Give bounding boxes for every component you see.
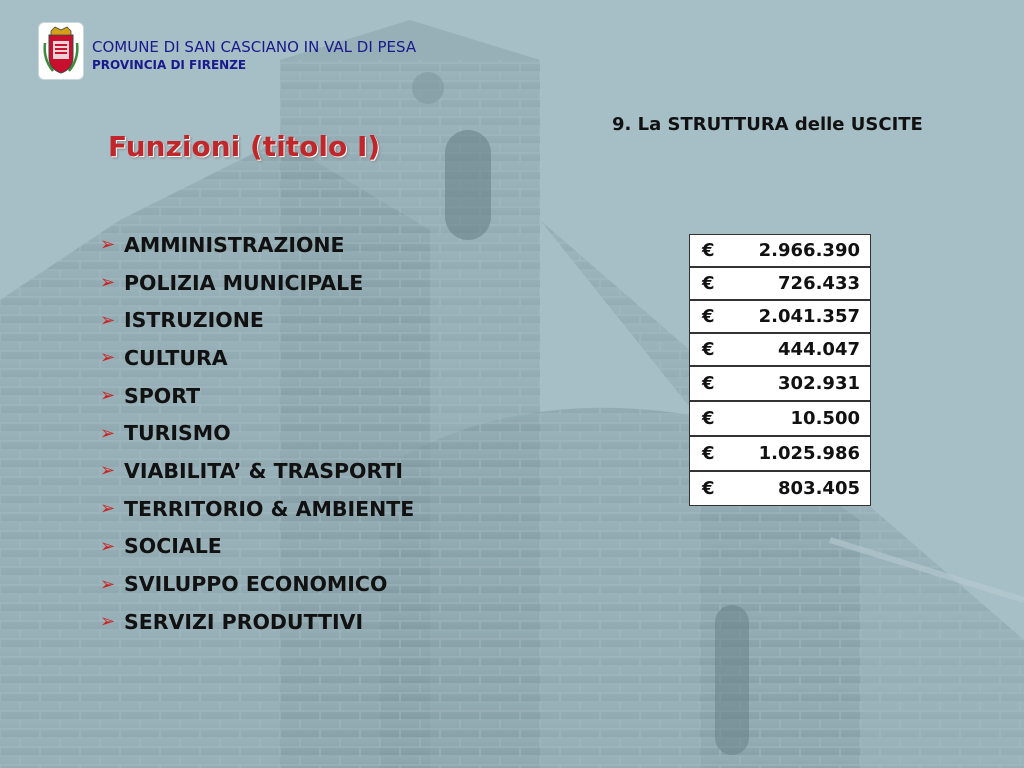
amount-value: 10.500: [790, 408, 860, 429]
table-row: [689, 234, 871, 267]
arrow-bullet-icon: ➢: [100, 347, 116, 369]
currency-symbol: €: [702, 306, 715, 327]
amount-cell: [689, 267, 871, 300]
currency-symbol: €: [702, 373, 715, 394]
org-name: COMUNE DI SAN CASCIANO IN VAL DI PESA: [92, 38, 417, 56]
arrow-bullet-icon: ➢: [100, 611, 116, 633]
list-item: [100, 603, 414, 641]
arrow-bullet-icon: ➢: [100, 309, 116, 331]
function-label: TURISMO: [124, 421, 231, 446]
arrow-bullet-icon: ➢: [100, 272, 116, 294]
amount-cell: [689, 366, 871, 401]
arrow-bullet-icon: ➢: [100, 498, 116, 520]
currency-symbol: €: [702, 478, 715, 499]
table-row: [689, 300, 871, 333]
function-label: SERVIZI PRODUTTIVI: [124, 609, 364, 634]
arrow-bullet-icon: ➢: [100, 535, 116, 557]
amount-cell: [689, 333, 871, 366]
amount-cell: [689, 300, 871, 333]
section-label: 9. La STRUTTURA delle USCITE: [612, 114, 923, 135]
list-item: [100, 452, 414, 490]
list-item: [100, 377, 414, 415]
list-item: [100, 339, 414, 377]
function-list: [100, 226, 414, 641]
table-row: [689, 471, 871, 506]
list-item: [100, 528, 414, 566]
amount-value: 2.041.357: [758, 306, 860, 327]
list-item: [100, 301, 414, 339]
arrow-bullet-icon: ➢: [100, 234, 116, 256]
arrow-bullet-icon: ➢: [100, 385, 116, 407]
function-label: AMMINISTRAZIONE: [124, 232, 345, 257]
list-item: [100, 414, 414, 452]
amount-value: 444.047: [778, 339, 860, 360]
coat-of-arms-icon: [39, 23, 83, 79]
amount-value: 726.433: [778, 273, 860, 294]
table-row: [689, 401, 871, 436]
arrow-bullet-icon: ➢: [100, 573, 116, 595]
currency-symbol: €: [702, 240, 715, 261]
function-label: POLIZIA MUNICIPALE: [124, 270, 364, 295]
arrow-bullet-icon: ➢: [100, 422, 116, 444]
province-name: PROVINCIA DI FIRENZE: [92, 58, 247, 72]
table-row: [689, 333, 871, 366]
arrow-bullet-icon: ➢: [100, 460, 116, 482]
list-item: [100, 264, 414, 302]
amount-value: 302.931: [778, 373, 860, 394]
currency-symbol: €: [702, 408, 715, 429]
amount-cell: [689, 436, 871, 471]
function-label: SVILUPPO ECONOMICO: [124, 572, 388, 597]
amount-value: 803.405: [778, 478, 860, 499]
function-label: TERRITORIO & AMBIENTE: [124, 496, 415, 521]
list-item: [100, 490, 414, 528]
amounts-table: [689, 234, 871, 506]
list-item: [100, 226, 414, 264]
function-label: ISTRUZIONE: [124, 308, 264, 333]
amount-cell: [689, 471, 871, 506]
currency-symbol: €: [702, 443, 715, 464]
page-title: Funzioni (titolo I): [108, 130, 381, 163]
function-label: SPORT: [124, 383, 201, 408]
table-row: [689, 436, 871, 471]
currency-symbol: €: [702, 339, 715, 360]
amount-cell: [689, 234, 871, 267]
amount-value: 1.025.986: [758, 443, 860, 464]
function-label: VIABILITA’ & TRASPORTI: [124, 458, 403, 483]
function-label: SOCIALE: [124, 534, 222, 559]
table-row: [689, 267, 871, 300]
amount-value: 2.966.390: [758, 240, 860, 261]
currency-symbol: €: [702, 273, 715, 294]
amount-cell: [689, 401, 871, 436]
table-row: [689, 366, 871, 401]
list-item: [100, 565, 414, 603]
function-label: CULTURA: [124, 345, 228, 370]
